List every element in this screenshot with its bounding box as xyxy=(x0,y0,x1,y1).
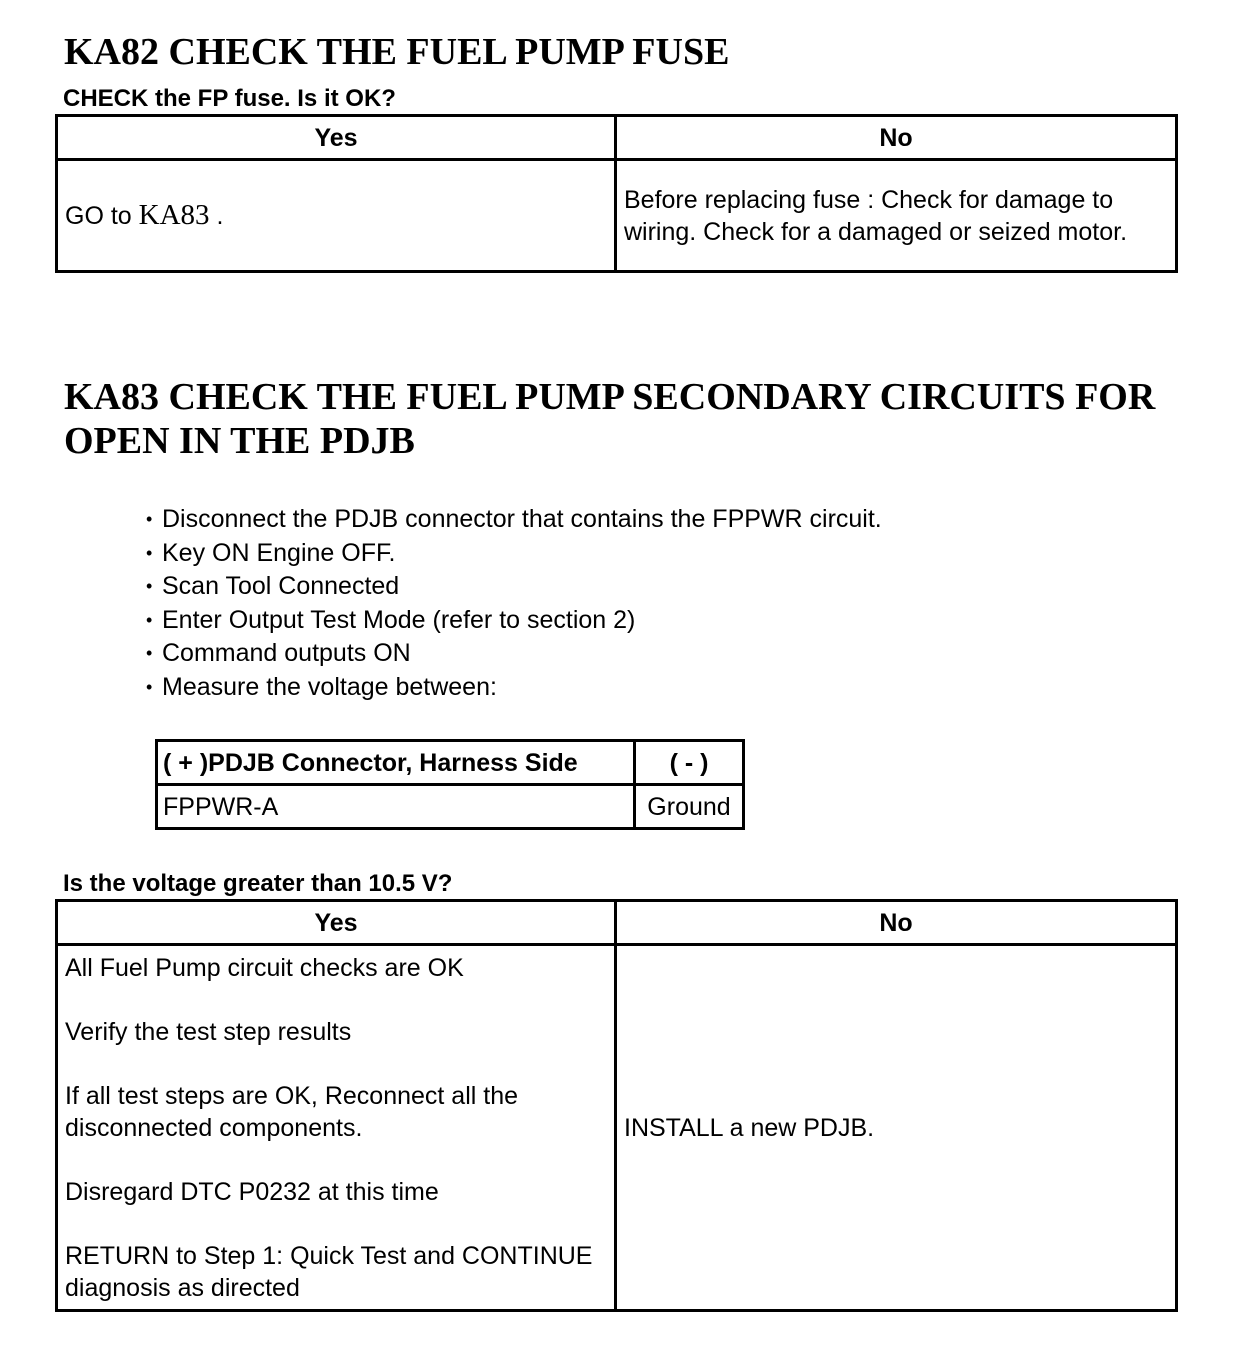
ka83-no-cell: INSTALL a new PDJB. xyxy=(616,945,1177,1311)
ka82-no-header: No xyxy=(616,116,1177,160)
measure-positive-header: ( + )PDJB Connector, Harness Side xyxy=(157,741,635,785)
ka83-result-table xyxy=(55,899,1178,1312)
ka82-no-cell: Before replacing fuse : Check for damage to wiring. Check for a damaged or seized motor. xyxy=(616,160,1177,272)
ka83-yes-cell xyxy=(57,945,616,1311)
list-item: • Command outputs ON xyxy=(146,637,882,671)
ka83-link[interactable]: KA83 xyxy=(138,199,210,231)
bullet-icon: • xyxy=(146,509,153,529)
yes-step-confirm: All Fuel Pump circuit checks are OK xyxy=(65,953,464,982)
ka82-result-table xyxy=(55,114,1178,273)
measure-positive-value: FPPWR-A xyxy=(157,785,635,829)
list-item: • Key ON Engine OFF. xyxy=(146,537,882,571)
list-item: • Scan Tool Connected xyxy=(146,570,882,604)
yes-step-disregard: Disregard DTC P0232 at this time xyxy=(65,1177,439,1206)
list-item: • Enter Output Test Mode (refer to section 2) xyxy=(146,604,882,638)
ka82-heading: KA82 CHECK THE FUEL PUMP FUSE xyxy=(64,31,730,73)
ka82-question: CHECK the FP fuse. Is it OK? xyxy=(63,85,396,112)
ka83-yes-header: Yes xyxy=(57,901,616,945)
ka83-no-header: No xyxy=(616,901,1177,945)
ka83-heading xyxy=(64,375,1234,463)
bullet-icon: • xyxy=(146,643,153,664)
list-item: • Disconnect the PDJB connector that contains the FPPWR circuit. xyxy=(146,503,882,537)
bullet-icon: • xyxy=(146,609,153,630)
bullet-icon: • xyxy=(146,576,153,597)
yes-step-return: RETURN to Step 1: Quick Test and CONTINUE diagnosis as directed xyxy=(65,1241,593,1302)
measure-table xyxy=(155,739,745,830)
ka82-yes-cell xyxy=(57,160,616,272)
ka83-steps-list xyxy=(146,503,882,705)
yes-step-reconnect: If all test steps are OK, Reconnect all the disconnected components. xyxy=(65,1081,519,1142)
ka83-question: Is the voltage greater than 10.5 V? xyxy=(63,870,453,897)
list-item: • Measure the voltage between: xyxy=(146,671,882,705)
yes-step-verify: Verify the test step results xyxy=(65,1017,352,1046)
ka83-heading-line2: OPEN IN THE PDJB xyxy=(64,420,415,462)
bullet-icon: • xyxy=(146,542,153,563)
measure-negative-header: ( - ) xyxy=(635,741,744,785)
ka82-yes-prefix: GO to xyxy=(65,202,139,230)
measure-negative-value: Ground xyxy=(635,785,744,829)
ka83-heading-line1: KA83 CHECK THE FUEL PUMP SECONDARY CIRCUITS FOR xyxy=(64,376,1156,418)
ka82-yes-header: Yes xyxy=(57,116,616,160)
ka82-yes-suffix: . xyxy=(209,202,224,230)
bullet-icon: • xyxy=(146,676,153,697)
